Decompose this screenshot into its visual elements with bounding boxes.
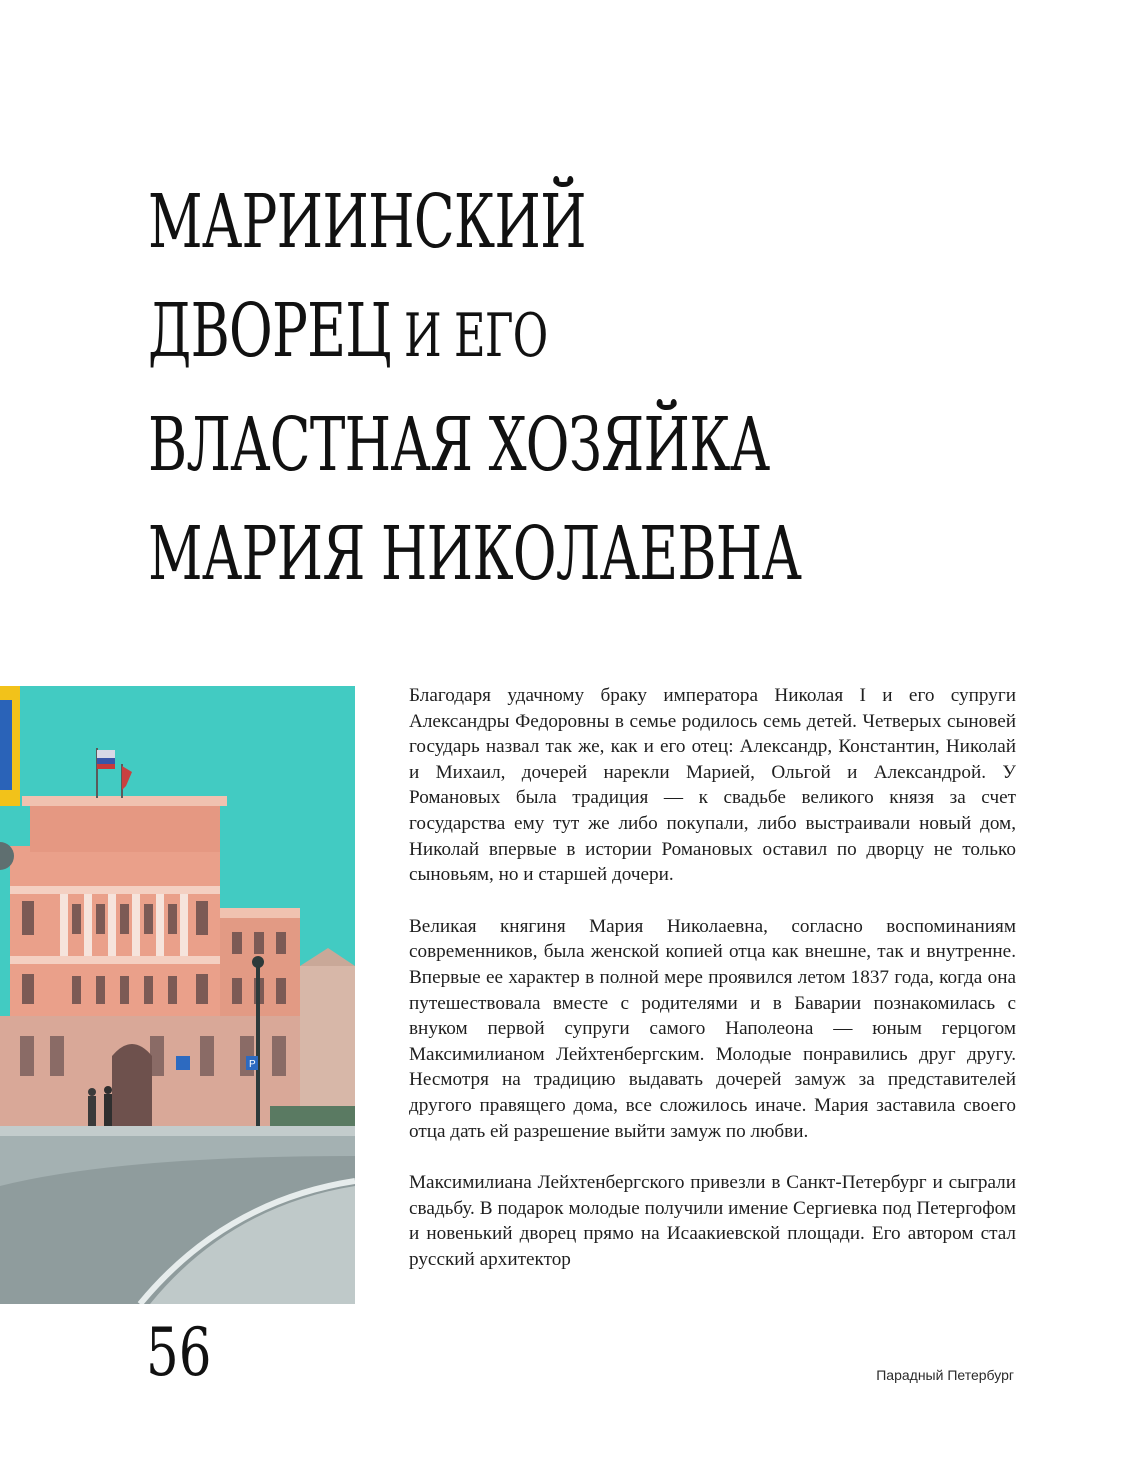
paragraph-2: Великая княгиня Мария Николаевна, согласно воспоминаниям современников, была женской копией отца как внешне, так и внутренне. Впервые ее характер в полной мере проявился летом 1837 года, когда она путешествовала вместе с родителями и в Баварии познакомилась с внуком первой супруги самого Наполеона — юным герцогом Максимилианом Лейхтенбергским. Молодые понравились друг другу. Несмотря на традицию выдавать дочерей замуж за представителей другого правящего дома, все сложилось иначе. Мария заставила своего отца дать ей разрешение выйти замуж по любви. — [409, 915, 1016, 1142]
title-line-2-rest: И ЕГО — [391, 301, 548, 371]
paragraph-3: Максимилиана Лейхтенбергского привезли в Санкт-Петербург и сыграли свадьбу. В подарок молодые получили имение Сергиевка под Петергофом и новенький дворец прямо на Исаакиевской площади. Его автором стал русский архитектор — [409, 1172, 1016, 1270]
title-line-3: ВЛАСТНАЯ ХОЗЯЙКА — [148, 402, 770, 488]
article-body — [409, 683, 1016, 1272]
article-title — [148, 168, 1048, 609]
title-line-4: МАРИЯ НИКОЛАЕВНА — [148, 511, 802, 597]
title-line-2 — [148, 277, 796, 391]
parking-sign-letter: P — [249, 1059, 256, 1070]
running-title: Парадный Петербург — [876, 1367, 1014, 1383]
title-line-2-main: ДВОРЕЦ — [148, 288, 392, 374]
palace-illustration — [0, 686, 355, 1304]
page-number: 56 — [146, 1314, 212, 1391]
palace-photo — [0, 686, 355, 1304]
title-line-1: МАРИИНСКИЙ — [148, 179, 586, 265]
paragraph-1: Благодаря удачному браку императора Николая I и его супруги Александры Федоровны в семье родилось семь детей. Четверых сыновей государь назвал так же, как и его отец: Александр, Константин, Николай и Михаил, дочерей нарекли Марией, Ольгой и Александрой. У Романовых была традиция — к свадьбе великого князя за счет государства ему тут же либо покупали, либо выстраивали новый дом, Николай впервые в истории Романовых оставил по дворцу не только сыновьям, но и старшей дочери. — [409, 685, 1016, 886]
